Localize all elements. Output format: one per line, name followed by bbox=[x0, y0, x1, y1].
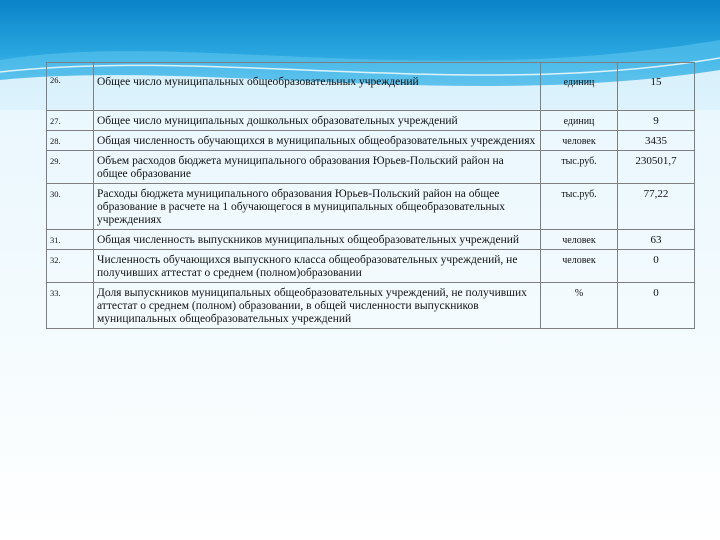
row-description: Общая численность выпускников муниципальных общеобразовательных учреждений bbox=[94, 230, 541, 250]
indicators-table bbox=[46, 62, 695, 329]
row-number: 30. bbox=[47, 184, 94, 230]
row-number: 27. bbox=[47, 111, 94, 131]
table-row bbox=[47, 63, 695, 111]
row-description: Общее число муниципальных дошкольных образовательных учреждений bbox=[94, 111, 541, 131]
row-description: Общая численность обучающихся в муниципальных общеобразовательных учреждениях bbox=[94, 131, 541, 151]
row-number: 33. bbox=[47, 283, 94, 329]
row-value: 15 bbox=[618, 63, 695, 111]
table-row bbox=[47, 111, 695, 131]
row-value: 63 bbox=[618, 230, 695, 250]
row-value: 230501,7 bbox=[618, 151, 695, 184]
row-value: 0 bbox=[618, 250, 695, 283]
row-value: 0 bbox=[618, 283, 695, 329]
row-number: 26. bbox=[47, 63, 94, 111]
row-unit: человек bbox=[541, 250, 618, 283]
row-unit: единиц bbox=[541, 63, 618, 111]
row-description: Объем расходов бюджета муниципального образования Юрьев-Польский район на общее образование bbox=[94, 151, 541, 184]
table-row bbox=[47, 151, 695, 184]
row-unit: тыс.руб. bbox=[541, 184, 618, 230]
table-row bbox=[47, 230, 695, 250]
row-description: Общее число муниципальных общеобразовательных учреждений bbox=[94, 63, 541, 111]
row-value: 9 bbox=[618, 111, 695, 131]
row-number: 28. bbox=[47, 131, 94, 151]
row-description: Расходы бюджета муниципального образования Юрьев-Польский район на общее образование в расчете на 1 обучающегося в муниципальных общеобразовательных учреждениях bbox=[94, 184, 541, 230]
row-number: 31. bbox=[47, 230, 94, 250]
row-value: 77,22 bbox=[618, 184, 695, 230]
row-number: 29. bbox=[47, 151, 94, 184]
row-unit: % bbox=[541, 283, 618, 329]
row-unit: человек bbox=[541, 131, 618, 151]
row-unit: тыс.руб. bbox=[541, 151, 618, 184]
table-row bbox=[47, 184, 695, 230]
row-unit: человек bbox=[541, 230, 618, 250]
row-description: Численность обучающихся выпускного класса общеобразовательных учреждений, не получивших аттестат о среднем (полном)образовании bbox=[94, 250, 541, 283]
table-row bbox=[47, 283, 695, 329]
indicators-table-wrap bbox=[46, 62, 677, 329]
table-row bbox=[47, 250, 695, 283]
row-number: 32. bbox=[47, 250, 94, 283]
row-value: 3435 bbox=[618, 131, 695, 151]
row-description: Доля выпускников муниципальных общеобразовательных учреждений, не получивших аттестат о среднем (полном) образовании, в общей численности выпускников муниципальных общеобразовательных учреждений bbox=[94, 283, 541, 329]
row-unit: единиц bbox=[541, 111, 618, 131]
table-row bbox=[47, 131, 695, 151]
